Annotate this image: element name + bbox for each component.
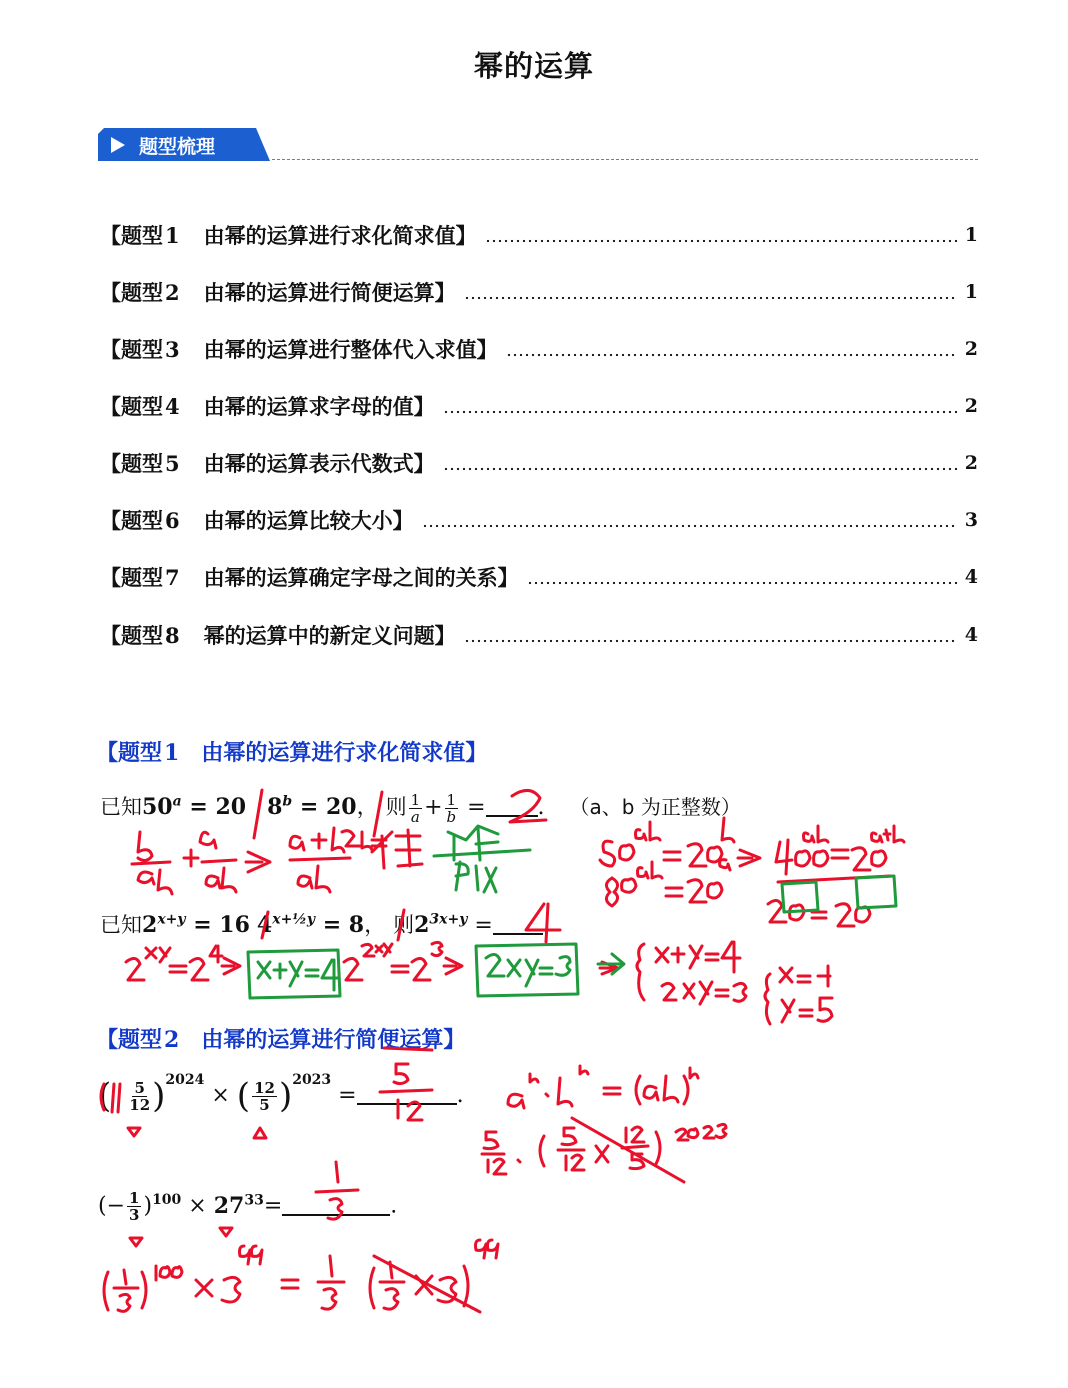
toc-title: 由幂的运算确定字母之间的关系】 (203, 566, 519, 590)
toc-title: 由幂的运算求字母的值】 (203, 395, 435, 419)
section-heading-2: 【题型2 由幂的运算进行简便运算】 (96, 1027, 466, 1053)
problem-2-then: 则 (393, 913, 415, 937)
problem-2-known: 已知 (100, 913, 142, 937)
toc-title: 由幂的运算表示代数式】 (203, 452, 435, 476)
toc-page: 4 (964, 624, 978, 646)
toc-page: 2 (964, 452, 978, 474)
toc-page: 2 (964, 338, 978, 360)
problem-1-note: （a、b 为正整数） (569, 795, 741, 819)
problem-2: 已知$2^{x+y} = 16$ $4^{x+\frac{1}{2}y} = 8$， 则$2^{3x+y}$ = . (100, 911, 550, 938)
toc-tag: 【题型5 (100, 451, 180, 476)
problem-4: (− $\frac{1}{3}$ )$^{100} \times 27^{33}=$ . (98, 1189, 398, 1224)
toc-page: 3 (964, 509, 978, 531)
problem-1-known: 已知 (100, 795, 142, 819)
page-title: 幂的运算 (473, 49, 594, 83)
problem-1-then: 则 (385, 795, 407, 819)
toc-tag: 【题型6 (100, 508, 180, 533)
toc-title: 由幂的运算进行简便运算】 (203, 281, 456, 305)
toc-tag: 【题型2 (100, 280, 180, 305)
problem-3: ( $\frac{5}{12}$ )$^{2024}$ × ( $\frac{12}{5}$ )$^{2023}$ = . (98, 1072, 464, 1116)
section-heading-1: 【题型1 由幂的运算进行求化简求值】 (96, 740, 488, 766)
toc-title: 由幂的运算进行整体代入求值】 (203, 338, 498, 362)
toc-tag: 【题型3 (100, 337, 180, 362)
toc-page: 1 (964, 224, 978, 246)
toc-title: 由幂的运算比较大小】 (203, 509, 414, 533)
toc-page: 1 (964, 281, 978, 303)
toc-page: 4 (964, 566, 978, 588)
problem-1: 已知$50^a = 20$ $8^b = 20$， 则 $\frac{1}{a}$ + $\frac{1}{b}$ = . （a、b 为正整数） (100, 790, 741, 826)
banner-label: 题型梳理 (139, 136, 216, 158)
toc-page: 2 (964, 395, 978, 417)
toc-tag: 【题型4 (100, 394, 180, 419)
toc-title: 幂的运算中的新定义问题】 (203, 624, 456, 648)
toc-tag: 【题型8 (100, 623, 180, 648)
toc-title: 由幂的运算进行求化简求值】 (203, 224, 477, 248)
toc-tag: 【题型1 (100, 223, 180, 248)
toc-tag: 【题型7 (100, 565, 180, 590)
